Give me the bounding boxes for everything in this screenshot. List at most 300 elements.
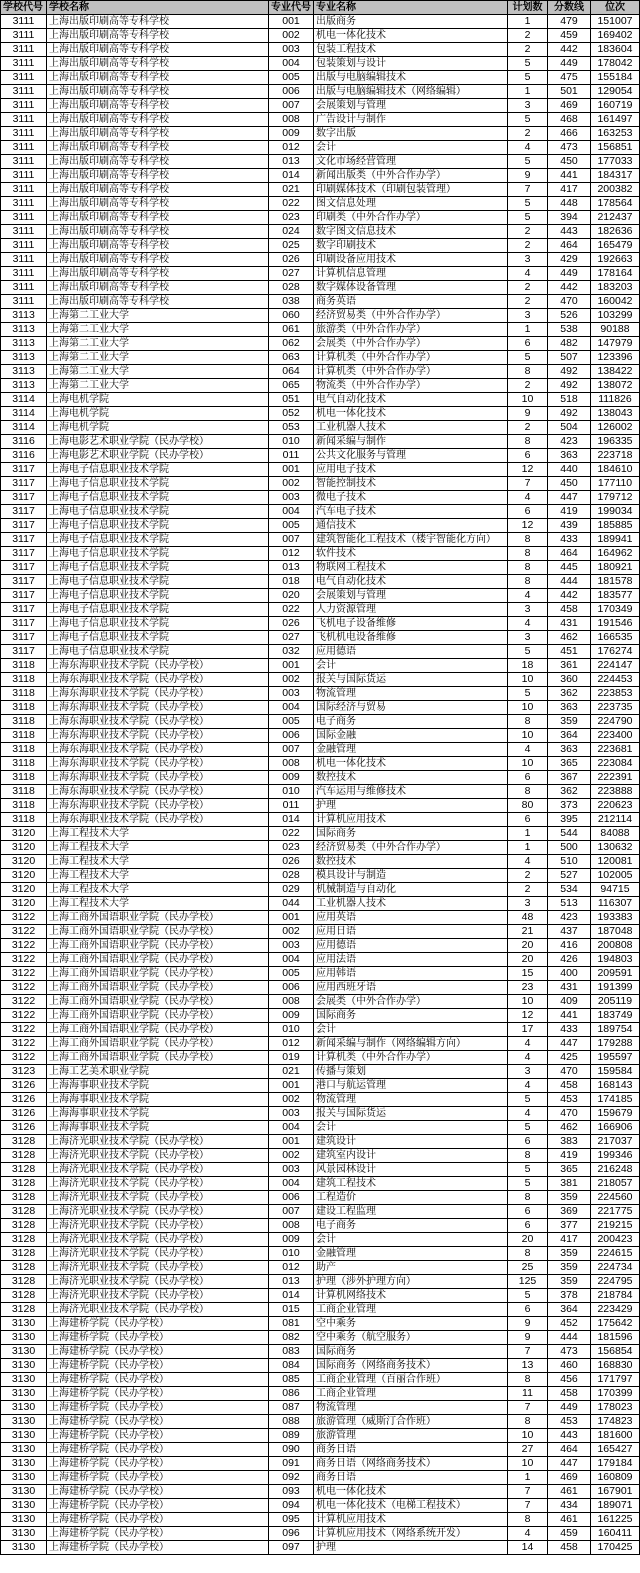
plan-count-cell: 2: [508, 281, 548, 295]
major-name-cell: 计算机信息管理: [314, 267, 508, 281]
header-plan-count: 计划数: [508, 1, 548, 15]
school-name-cell: 上海建桥学院（民办学校）: [47, 1513, 269, 1527]
table-row: [1, 393, 640, 407]
school-code-cell: 3114: [1, 407, 47, 421]
table-row: [1, 1177, 640, 1191]
table-row: [1, 673, 640, 687]
table-row: [1, 897, 640, 911]
plan-count-cell: 10: [508, 701, 548, 715]
rank-cell: 221775: [591, 1205, 640, 1219]
school-name-cell: 上海出版印刷高等专科学校: [47, 183, 269, 197]
school-code-cell: 3128: [1, 1163, 47, 1177]
school-name-cell: 上海出版印刷高等专科学校: [47, 169, 269, 183]
header-major-code: 专业代号: [269, 1, 314, 15]
score-line-cell: 423: [548, 435, 591, 449]
score-line-cell: 460: [548, 1359, 591, 1373]
school-name-cell: 上海出版印刷高等专科学校: [47, 211, 269, 225]
major-code-cell: 022: [269, 603, 314, 617]
plan-count-cell: 10: [508, 729, 548, 743]
major-name-cell: 应用德语: [314, 939, 508, 953]
rank-cell: 177033: [591, 155, 640, 169]
major-name-cell: 包装策划与设计: [314, 57, 508, 71]
major-code-cell: 085: [269, 1373, 314, 1387]
table-row: [1, 1387, 640, 1401]
score-line-cell: 451: [548, 645, 591, 659]
major-name-cell: 计算机类（中外合作办学）: [314, 1051, 508, 1065]
school-code-cell: 3122: [1, 981, 47, 995]
school-code-cell: 3116: [1, 435, 47, 449]
school-name-cell: 上海建桥学院（民办学校）: [47, 1317, 269, 1331]
plan-count-cell: 2: [508, 43, 548, 57]
major-name-cell: 工业机器人技术: [314, 421, 508, 435]
table-row: [1, 925, 640, 939]
rank-cell: 165427: [591, 1443, 640, 1457]
table-row: [1, 1401, 640, 1415]
score-line-cell: 440: [548, 463, 591, 477]
school-code-cell: 3114: [1, 421, 47, 435]
table-body: [1, 15, 640, 1555]
school-name-cell: 上海第二工业大学: [47, 337, 269, 351]
table-row: [1, 659, 640, 673]
plan-count-cell: 4: [508, 743, 548, 757]
major-code-cell: 022: [269, 827, 314, 841]
major-code-cell: 082: [269, 1331, 314, 1345]
table-row: [1, 449, 640, 463]
major-name-cell: 应用法语: [314, 953, 508, 967]
rank-cell: 170425: [591, 1541, 640, 1555]
school-name-cell: 上海第二工业大学: [47, 379, 269, 393]
school-code-cell: 3111: [1, 99, 47, 113]
score-line-cell: 361: [548, 659, 591, 673]
school-name-cell: 上海东海职业技术学院（民办学校）: [47, 729, 269, 743]
score-line-cell: 482: [548, 337, 591, 351]
major-name-cell: 数控技术: [314, 855, 508, 869]
school-name-cell: 上海出版印刷高等专科学校: [47, 253, 269, 267]
major-code-cell: 010: [269, 1023, 314, 1037]
major-code-cell: 091: [269, 1457, 314, 1471]
school-code-cell: 3120: [1, 883, 47, 897]
school-code-cell: 3122: [1, 1023, 47, 1037]
rank-cell: 178042: [591, 57, 640, 71]
school-name-cell: 上海第二工业大学: [47, 323, 269, 337]
plan-count-cell: 7: [508, 1345, 548, 1359]
header-rank: 位次: [591, 1, 640, 15]
major-code-cell: 011: [269, 799, 314, 813]
school-code-cell: 3128: [1, 1303, 47, 1317]
table-row: [1, 463, 640, 477]
school-name-cell: 上海建桥学院（民办学校）: [47, 1373, 269, 1387]
school-code-cell: 3117: [1, 631, 47, 645]
school-name-cell: 上海济光职业技术学院（民办学校）: [47, 1135, 269, 1149]
major-name-cell: 港口与航运管理: [314, 1079, 508, 1093]
major-code-cell: 001: [269, 659, 314, 673]
rank-cell: 224453: [591, 673, 640, 687]
major-name-cell: 微电子技术: [314, 491, 508, 505]
rank-cell: 94715: [591, 883, 640, 897]
rank-cell: 184317: [591, 169, 640, 183]
school-code-cell: 3122: [1, 911, 47, 925]
school-code-cell: 3130: [1, 1429, 47, 1443]
major-name-cell: 风景园林设计: [314, 1163, 508, 1177]
school-name-cell: 上海建桥学院（民办学校）: [47, 1429, 269, 1443]
major-code-cell: 093: [269, 1485, 314, 1499]
major-code-cell: 023: [269, 841, 314, 855]
major-name-cell: 国际商务: [314, 1009, 508, 1023]
major-name-cell: 机电一体化技术: [314, 407, 508, 421]
school-code-cell: 3130: [1, 1359, 47, 1373]
school-code-cell: 3111: [1, 155, 47, 169]
score-line-cell: 442: [548, 589, 591, 603]
major-code-cell: 044: [269, 897, 314, 911]
score-line-cell: 449: [548, 57, 591, 71]
school-name-cell: 上海电子信息职业技术学院: [47, 477, 269, 491]
plan-count-cell: 4: [508, 491, 548, 505]
school-code-cell: 3130: [1, 1485, 47, 1499]
major-name-cell: 经济贸易类（中外合作办学）: [314, 841, 508, 855]
rank-cell: 170349: [591, 603, 640, 617]
rank-cell: 200808: [591, 939, 640, 953]
header-score-line: 分数线: [548, 1, 591, 15]
rank-cell: 151007: [591, 15, 640, 29]
school-name-cell: 上海出版印刷高等专科学校: [47, 197, 269, 211]
plan-count-cell: 4: [508, 617, 548, 631]
major-code-cell: 097: [269, 1541, 314, 1555]
plan-count-cell: 12: [508, 1009, 548, 1023]
plan-count-cell: 9: [508, 169, 548, 183]
table-row: [1, 547, 640, 561]
major-code-cell: 003: [269, 1163, 314, 1177]
school-code-cell: 3113: [1, 379, 47, 393]
table-row: [1, 225, 640, 239]
plan-count-cell: 5: [508, 155, 548, 169]
plan-count-cell: 10: [508, 1429, 548, 1443]
school-code-cell: 3111: [1, 281, 47, 295]
major-code-cell: 026: [269, 253, 314, 267]
school-code-cell: 3111: [1, 113, 47, 127]
major-code-cell: 001: [269, 15, 314, 29]
school-name-cell: 上海东海职业技术学院（民办学校）: [47, 687, 269, 701]
major-code-cell: 007: [269, 1205, 314, 1219]
table-row: [1, 71, 640, 85]
rank-cell: 166906: [591, 1121, 640, 1135]
plan-count-cell: 8: [508, 1373, 548, 1387]
plan-count-cell: 48: [508, 911, 548, 925]
major-code-cell: 020: [269, 589, 314, 603]
rank-cell: 160411: [591, 1527, 640, 1541]
table-row: [1, 85, 640, 99]
score-line-cell: 450: [548, 477, 591, 491]
table-row: [1, 715, 640, 729]
school-name-cell: 上海东海职业技术学院（民办学校）: [47, 701, 269, 715]
table-row: [1, 589, 640, 603]
score-line-cell: 419: [548, 1149, 591, 1163]
school-name-cell: 上海电子信息职业技术学院: [47, 589, 269, 603]
score-line-cell: 409: [548, 995, 591, 1009]
major-name-cell: 机电一体化技术: [314, 757, 508, 771]
major-code-cell: 065: [269, 379, 314, 393]
major-name-cell: 空中乘务（航空服务）: [314, 1331, 508, 1345]
school-code-cell: 3130: [1, 1345, 47, 1359]
major-name-cell: 计算机网络技术: [314, 1289, 508, 1303]
table-row: [1, 785, 640, 799]
plan-count-cell: 27: [508, 1443, 548, 1457]
table-row: [1, 1149, 640, 1163]
major-name-cell: 应用电子技术: [314, 463, 508, 477]
major-name-cell: 出版与电脑编辑技术（网络编辑）: [314, 85, 508, 99]
plan-count-cell: 2: [508, 421, 548, 435]
table-row: [1, 729, 640, 743]
school-name-cell: 上海建桥学院（民办学校）: [47, 1485, 269, 1499]
rank-cell: 138422: [591, 365, 640, 379]
major-name-cell: 应用西班牙语: [314, 981, 508, 995]
rank-cell: 160042: [591, 295, 640, 309]
table-row: [1, 197, 640, 211]
school-code-cell: 3120: [1, 869, 47, 883]
plan-count-cell: 5: [508, 1163, 548, 1177]
plan-count-cell: 9: [508, 407, 548, 421]
major-code-cell: 088: [269, 1415, 314, 1429]
table-row: [1, 113, 640, 127]
plan-count-cell: 8: [508, 1247, 548, 1261]
plan-count-cell: 2: [508, 225, 548, 239]
major-name-cell: 应用德语: [314, 645, 508, 659]
table-row: [1, 29, 640, 43]
plan-count-cell: 25: [508, 1261, 548, 1275]
plan-count-cell: 4: [508, 1527, 548, 1541]
school-code-cell: 3122: [1, 1009, 47, 1023]
rank-cell: 194803: [591, 953, 640, 967]
score-line-cell: 456: [548, 1373, 591, 1387]
school-code-cell: 3128: [1, 1261, 47, 1275]
major-name-cell: 计算机类（中外合作办学）: [314, 351, 508, 365]
rank-cell: 123396: [591, 351, 640, 365]
major-name-cell: 印刷类（中外合作办学）: [314, 211, 508, 225]
plan-count-cell: 14: [508, 1541, 548, 1555]
school-code-cell: 3122: [1, 939, 47, 953]
school-code-cell: 3111: [1, 239, 47, 253]
plan-count-cell: 6: [508, 1219, 548, 1233]
major-name-cell: 计算机应用技术: [314, 813, 508, 827]
school-code-cell: 3117: [1, 477, 47, 491]
school-name-cell: 上海电机学院: [47, 421, 269, 435]
rank-cell: 174823: [591, 1415, 640, 1429]
score-line-cell: 417: [548, 183, 591, 197]
table-row: [1, 1415, 640, 1429]
table-row: [1, 127, 640, 141]
major-name-cell: 建设工程监理: [314, 1205, 508, 1219]
major-code-cell: 026: [269, 617, 314, 631]
school-code-cell: 3117: [1, 575, 47, 589]
school-name-cell: 上海建桥学院（民办学校）: [47, 1359, 269, 1373]
major-code-cell: 021: [269, 183, 314, 197]
plan-count-cell: 12: [508, 519, 548, 533]
table-row: [1, 1065, 640, 1079]
score-line-cell: 461: [548, 1485, 591, 1499]
plan-count-cell: 7: [508, 183, 548, 197]
table-row: [1, 617, 640, 631]
school-code-cell: 3122: [1, 995, 47, 1009]
major-name-cell: 助产: [314, 1261, 508, 1275]
rank-cell: 103299: [591, 309, 640, 323]
major-name-cell: 工商企业管理: [314, 1303, 508, 1317]
school-name-cell: 上海工商外国语职业学院（民办学校）: [47, 953, 269, 967]
school-name-cell: 上海工商外国语职业学院（民办学校）: [47, 981, 269, 995]
rank-cell: 181600: [591, 1429, 640, 1443]
score-line-cell: 365: [548, 757, 591, 771]
score-line-cell: 462: [548, 631, 591, 645]
major-code-cell: 002: [269, 29, 314, 43]
rank-cell: 187048: [591, 925, 640, 939]
school-name-cell: 上海出版印刷高等专科学校: [47, 267, 269, 281]
school-name-cell: 上海建桥学院（民办学校）: [47, 1457, 269, 1471]
school-code-cell: 3117: [1, 491, 47, 505]
school-code-cell: 3111: [1, 197, 47, 211]
score-line-cell: 395: [548, 813, 591, 827]
school-code-cell: 3117: [1, 603, 47, 617]
table-row: [1, 967, 640, 981]
score-line-cell: 449: [548, 1401, 591, 1415]
rank-cell: 185885: [591, 519, 640, 533]
score-line-cell: 450: [548, 155, 591, 169]
table-row: [1, 883, 640, 897]
school-code-cell: 3118: [1, 701, 47, 715]
plan-count-cell: 4: [508, 141, 548, 155]
table-row: [1, 911, 640, 925]
score-line-cell: 448: [548, 197, 591, 211]
school-code-cell: 3120: [1, 827, 47, 841]
school-code-cell: 3120: [1, 897, 47, 911]
school-name-cell: 上海东海职业技术学院（民办学校）: [47, 715, 269, 729]
plan-count-cell: 5: [508, 71, 548, 85]
table-row: [1, 1009, 640, 1023]
school-name-cell: 上海建桥学院（民办学校）: [47, 1387, 269, 1401]
school-code-cell: 3117: [1, 617, 47, 631]
score-line-cell: 359: [548, 1261, 591, 1275]
school-code-cell: 3130: [1, 1499, 47, 1513]
plan-count-cell: 6: [508, 1205, 548, 1219]
score-line-cell: 360: [548, 673, 591, 687]
rank-cell: 191546: [591, 617, 640, 631]
table-row: [1, 631, 640, 645]
major-name-cell: 汽车电子技术: [314, 505, 508, 519]
plan-count-cell: 3: [508, 99, 548, 113]
major-code-cell: 003: [269, 939, 314, 953]
school-code-cell: 3118: [1, 729, 47, 743]
score-line-cell: 381: [548, 1177, 591, 1191]
major-code-cell: 006: [269, 729, 314, 743]
score-line-cell: 458: [548, 603, 591, 617]
plan-count-cell: 1: [508, 15, 548, 29]
table-row: [1, 1107, 640, 1121]
major-name-cell: 会计: [314, 659, 508, 673]
score-line-cell: 426: [548, 953, 591, 967]
school-code-cell: 3130: [1, 1415, 47, 1429]
major-name-cell: 国际商务: [314, 827, 508, 841]
plan-count-cell: 12: [508, 463, 548, 477]
score-line-cell: 383: [548, 1135, 591, 1149]
score-line-cell: 373: [548, 799, 591, 813]
school-name-cell: 上海电子信息职业技术学院: [47, 491, 269, 505]
school-name-cell: 上海济光职业技术学院（民办学校）: [47, 1149, 269, 1163]
plan-count-cell: 4: [508, 589, 548, 603]
rank-cell: 161497: [591, 113, 640, 127]
major-code-cell: 052: [269, 407, 314, 421]
score-line-cell: 447: [548, 491, 591, 505]
table-row: [1, 1289, 640, 1303]
table-row: [1, 169, 640, 183]
plan-count-cell: 1: [508, 841, 548, 855]
plan-count-cell: 2: [508, 295, 548, 309]
rank-cell: 224615: [591, 1247, 640, 1261]
school-code-cell: 3123: [1, 1065, 47, 1079]
rank-cell: 179184: [591, 1457, 640, 1471]
major-name-cell: 机电一体化技术: [314, 29, 508, 43]
plan-count-cell: 5: [508, 351, 548, 365]
school-code-cell: 3120: [1, 841, 47, 855]
major-code-cell: 004: [269, 953, 314, 967]
school-code-cell: 3118: [1, 785, 47, 799]
major-name-cell: 国际商务（网络商务技术）: [314, 1359, 508, 1373]
score-line-cell: 364: [548, 729, 591, 743]
major-name-cell: 会展类（中外合作办学）: [314, 337, 508, 351]
table-row: [1, 1527, 640, 1541]
plan-count-cell: 4: [508, 1037, 548, 1051]
major-code-cell: 008: [269, 113, 314, 127]
plan-count-cell: 18: [508, 659, 548, 673]
school-name-cell: 上海济光职业技术学院（民办学校）: [47, 1191, 269, 1205]
school-name-cell: 上海海事职业技术学院: [47, 1093, 269, 1107]
rank-cell: 147979: [591, 337, 640, 351]
table-row: [1, 1443, 640, 1457]
major-code-cell: 007: [269, 533, 314, 547]
plan-count-cell: 8: [508, 561, 548, 575]
plan-count-cell: 5: [508, 1177, 548, 1191]
major-code-cell: 003: [269, 43, 314, 57]
school-name-cell: 上海济光职业技术学院（民办学校）: [47, 1275, 269, 1289]
school-name-cell: 上海出版印刷高等专科学校: [47, 239, 269, 253]
major-name-cell: 出版商务: [314, 15, 508, 29]
major-code-cell: 060: [269, 309, 314, 323]
school-name-cell: 上海电子信息职业技术学院: [47, 631, 269, 645]
school-name-cell: 上海电机学院: [47, 393, 269, 407]
plan-count-cell: 15: [508, 967, 548, 981]
plan-count-cell: 23: [508, 981, 548, 995]
major-code-cell: 013: [269, 1275, 314, 1289]
school-name-cell: 上海电子信息职业技术学院: [47, 561, 269, 575]
rank-cell: 224790: [591, 715, 640, 729]
school-name-cell: 上海工程技术大学: [47, 841, 269, 855]
rank-cell: 120081: [591, 855, 640, 869]
school-name-cell: 上海东海职业技术学院（民办学校）: [47, 659, 269, 673]
school-name-cell: 上海工程技术大学: [47, 869, 269, 883]
score-line-cell: 449: [548, 267, 591, 281]
table-row: [1, 337, 640, 351]
major-code-cell: 096: [269, 1527, 314, 1541]
major-name-cell: 软件技术: [314, 547, 508, 561]
school-name-cell: 上海工商外国语职业学院（民办学校）: [47, 925, 269, 939]
school-name-cell: 上海工程技术大学: [47, 855, 269, 869]
rank-cell: 183203: [591, 281, 640, 295]
rank-cell: 223681: [591, 743, 640, 757]
major-code-cell: 002: [269, 1149, 314, 1163]
major-code-cell: 003: [269, 491, 314, 505]
rank-cell: 181578: [591, 575, 640, 589]
major-name-cell: 物流管理: [314, 687, 508, 701]
school-name-cell: 上海东海职业技术学院（民办学校）: [47, 743, 269, 757]
major-name-cell: 应用英语: [314, 911, 508, 925]
major-code-cell: 002: [269, 1093, 314, 1107]
school-name-cell: 上海工商外国语职业学院（民办学校）: [47, 1037, 269, 1051]
